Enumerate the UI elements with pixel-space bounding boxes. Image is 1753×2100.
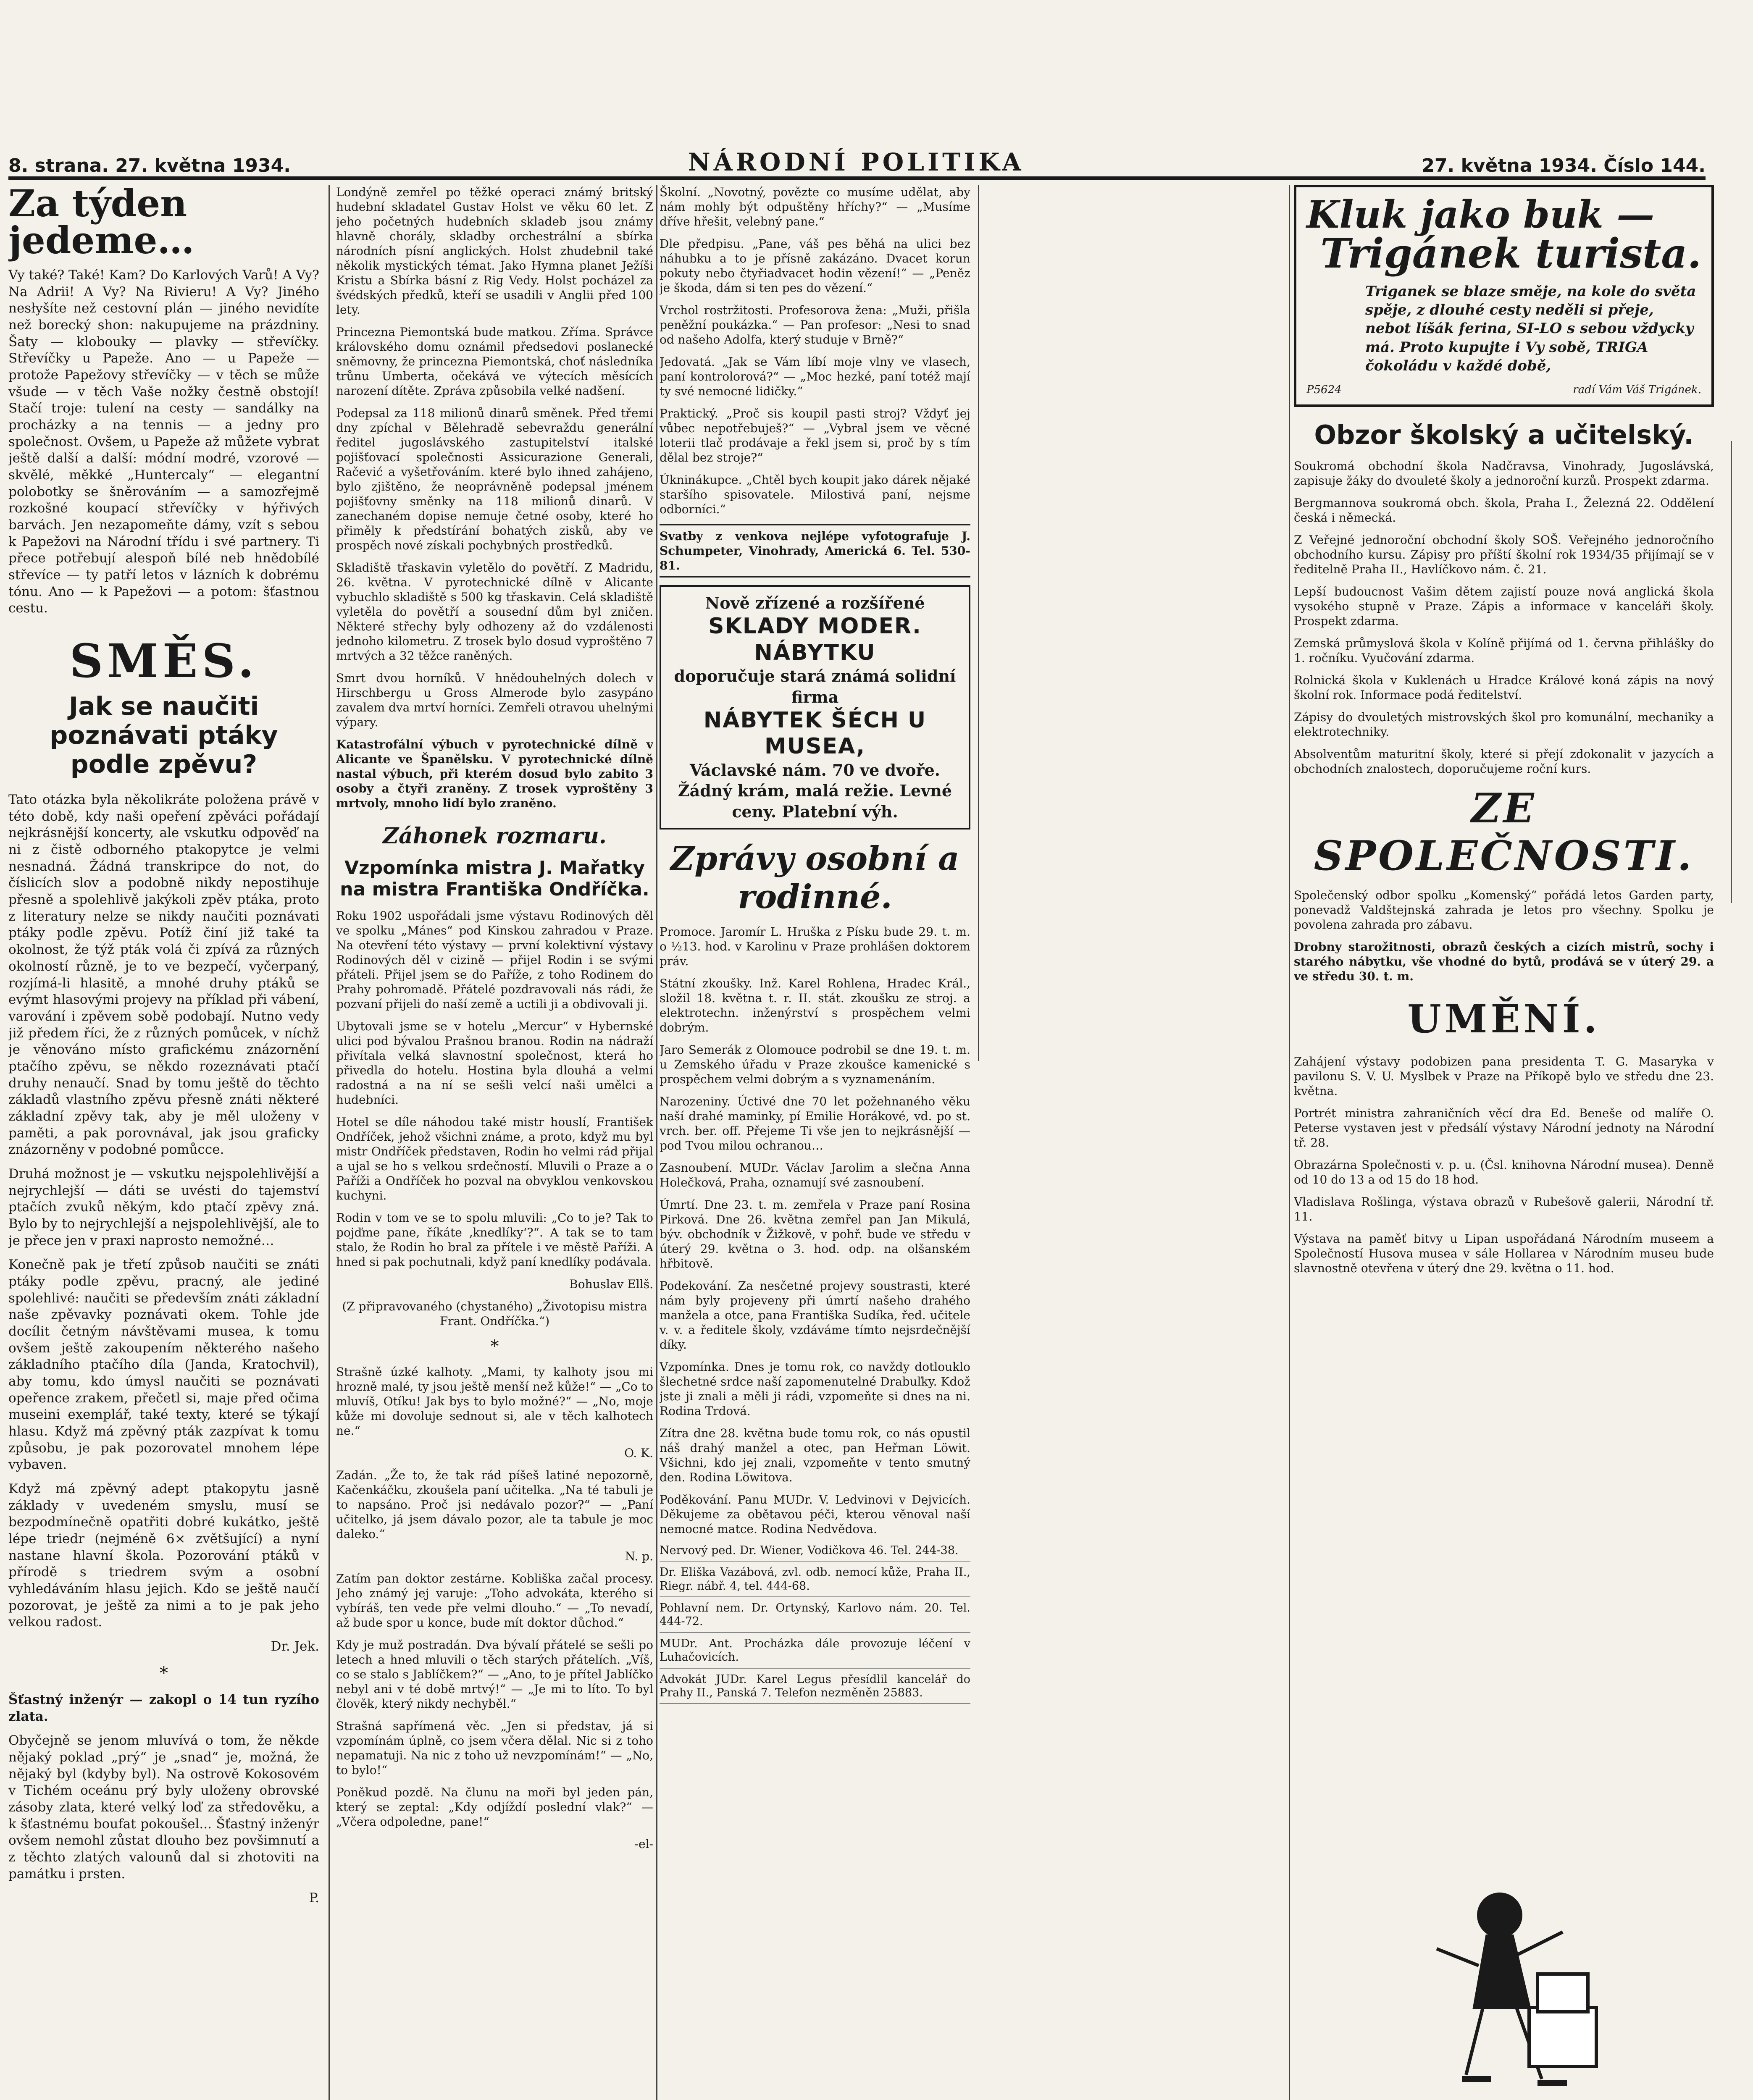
story-text: Obyčejně se jenom mluvívá o tom, že někde nějaký poklad „prý“ je „snad“ je, možná, že nějaký byl (kdyby byl). Na ostrově Kokosovém v Tichém oceánu prý byly uloženy obrovské zásoby zlata, které velký loď za středověku, a k šťastnému boufat pokoušel... Šťastný inženýr ovšem nemohl zůstat dlouho bez povšimnutí a z těchto zlatých valounů dal si zhotoviti na památku i prsten. [8, 1733, 319, 1882]
section-title-obzor: Obzor školský a učitelský. [1314, 419, 1694, 450]
header-page-date: 8. strana. 27. května 1934. [8, 155, 291, 176]
short-joke: Jedovatá. „Jak se Vám líbí moje vlny ve vlasech, paní kontrolorová?“ — „Moc hezké, paní totéž mají ty své nemocné lidičky.“ [660, 355, 970, 398]
memoir-paragraph: Roku 1902 uspořádali jsme výstavu Rodinových děl ve spolku „Mánes“ pod Kinskou zahradou v Praze. Na otevření této výstavy — první kolektivní výstavy Rodinových děl v cizině — přijel Rodin i se svými přáteli. Přijel jsem se do Paříže, z toho Rodinem do Prahy pohromadě. Přátelé pozdravovali nás rádi, že pozvaní přijeli do naší země a uctili ji a obdivovali ji. [336, 909, 653, 1011]
news-item: Katastrofální výbuch v pyrotechnické dílně v Alicante ve Španělsku. V pyrotechnické dílně nastal výbuch, při kterém dosud bylo zabito 3 osoby a čtyři zraněny. Z trosek vyproštěny 3 mrtvoly, mnoho lidí bylo zraněno. [336, 738, 653, 810]
column-1 [8, 185, 319, 2100]
society-note: Společenský odbor spolku „Komenský“ pořádá letos Garden party, ponevadž Valdštejnská zahrada je letos pro všechny. Spolku je povolena zahrada pro zábavu. [1294, 888, 1714, 932]
article-title-ptaci: Jak se naučiti poznávati ptáky podle zpěvu? [50, 692, 278, 780]
joke-signature: N. p. [625, 1549, 653, 1563]
art-note: Výstava na paměť bitvy u Lipan uspořádaná Národním museem a Společností Husova musea v sále Hollarea v Národním museu bude slavnostně otevřena v úterý dne 29. května o 11. hod. [1294, 1231, 1714, 1275]
art-note: Obrazárna Společnosti v. p. u. (Čsl. knihovna Národní musea). Denně od 10 do 13 a od 15 do 18 hod. [1294, 1158, 1714, 1186]
section-title-umeni: UMĚNÍ. [1407, 996, 1601, 1042]
story-title: Šťastný inženýr — zakopl o 14 tun ryzího zlata. [8, 1692, 319, 1724]
memoir-paragraph: Rodin v tom ve se to spolu mluvili: „Co to je? Tak to pojďme pane, říkáte ‚knedlíky‘?“. A tak se to tam stalo, že Rodin ho bral za přítele i ve městě Paříži. A hned si pak pochutnali, když paní knedlíky podávala. [336, 1211, 653, 1269]
joke: Poněkud pozdě. Na člunu na moři byl jeden pán, který se zeptal: „Kdy odjíždí poslední vlak?“ — „Včera odpoledne, pane!“ [336, 1785, 653, 1829]
column-rule [978, 185, 979, 1061]
school-note: Zemská průmyslová škola v Kolíně přijímá od 1. června přihlášky do 1. ročníku. Vyučování zdarma. [1294, 636, 1714, 665]
ad-trigan-sign: radí Vám Váš Trigánek. [1573, 383, 1701, 396]
ad-trigan-footer [1306, 383, 1701, 396]
personal-note: Narozeniny. Úctivé dne 70 let požehnaného věku naší drahé maminky, pí Emilie Horákové, vd. po st. vrch. ber. off. Přejeme Ti vše jen to nejkrásnější — pod Tvou milou ochranou… [660, 1094, 970, 1152]
column-rule [656, 185, 657, 2100]
column-4 [1294, 185, 1714, 2100]
personal-note: Úmrtí. Dne 23. t. m. zemřela v Praze paní Rosina Pirková. Dne 26. května zemřel pan Jan Mikulá, býv. obchodník v Žižkově, v pohř. bude ve středu v úterý 29. května o 3. hod. odp. na olšanském hřbitově. [660, 1197, 970, 1270]
memoir-paragraph: Ubytovali jsme se v hotelu „Mercur“ v Hybernské ulici pod bývalou Prašnou branou. Rodin na nádraží přivítala velká slavnostní společnost, která ho přivedla do hotelu. Hostina byla dlouhá a velmi radostná a na ní se sešli velcí naši umělci a hudebníci. [336, 1019, 653, 1107]
header-issue: 27. května 1934. Číslo 144. [1422, 155, 1706, 176]
classified-ad: Dr. Eliška Vazábová, zvl. odb. nemocí kůže, Praha II., Riegr. nábř. 4, tel. 444-68. [660, 1566, 970, 1597]
ad-nabytek-text: doporučuje stará známá solidní firma [674, 667, 956, 706]
cartoon-illustration [1403, 1882, 1613, 2100]
page-edge-mark [1731, 441, 1749, 903]
headline-za-tyden: Za týden jedeme… [8, 185, 194, 262]
short-joke: Praktický. „Proč sis koupil pasti stroj? Vždyť jej vůbec nepotřebuješ?“ — „Vybral jsem ve věcné loterii tlač prodávaje a řekl jsem si, proč by s tím dělal bez stroje?“ [660, 407, 970, 465]
personal-note: Promoce. Jaromír L. Hruška z Písku bude 29. t. m. o ½13. hod. v Karolinu v Praze prohlášen doktorem práv. [660, 924, 970, 968]
section-title-zahonek: Záhonek rozmaru. [383, 823, 607, 849]
joke-signature: -el- [634, 1837, 653, 1851]
art-note: Vladislava Rošlinga, výstava obrazů v Rubešově galerii, Národní tř. 11. [1294, 1194, 1714, 1223]
news-item: Princezna Piemontská bude matkou. Zříma. Správce královského domu oznámil předsedovi poslanecké sněmovny, že princezna Piemontská, choť následníka trůnu Umberta, očekává ve výtecích měsících narození dítěte. Zpráva způsobila velké nadšení. [336, 325, 653, 398]
classified-ad-photo: Svatby z venkova nejlépe vyfotografuje J. Schumpeter, Vinohrady, Americká 6. Tel. 530-81. [660, 524, 970, 578]
ad-trigan [1294, 185, 1714, 407]
article-paragraph: Když má zpěvný adept ptakopytu jasně základy v uvedeném smyslu, musí se bezpodmínečně opatřiti dobré kukátko, ještě lépe triedr (nejméně 6× zvětšující) a nyní nastane hlavní škola. Pozorování ptáků v přírodě s triedrem svým a osobní vyhledáváním hlasu jejich. Kdo se ještě naučí pozorovat, je ještě za nimi a to je pak jeho velkou radost. [8, 1481, 319, 1630]
school-note: Rolnická škola v Kuklenách u Hradce Králové koná zápis na nový školní rok. Informace podá ředitelství. [1294, 673, 1714, 702]
section-subtitle-zahonek: Vzpomínka mistra J. Mařatky na mistra Františka Ondříčka. [340, 857, 649, 900]
ad-nabytek-top: Nově zřízené a rozšířené [705, 593, 925, 612]
memoir-paragraph: Hotel se díle náhodou také mistr houslí, František Ondříček, jehož všichni známe, a proto, když mu byl mistr Ondříček představen, Rodin ho velmi rád přijal a ujal se ho s velkou srdečností. Mluvili o Praze a o Paříži a Ondříček ho pozval na obvyklou venkovskou kuchyni. [336, 1115, 653, 1202]
personal-note: Jaro Semerák z Olomouce podrobil se dne 19. t. m. u Zemského úřadu v Praze zkoušce kamenické s prospěchem velmi dobrým a s vyznamenáním. [660, 1042, 970, 1086]
ad-nabytek [660, 585, 970, 830]
article-signature: Dr. Jek. [271, 1639, 319, 1654]
joke: Zatím pan doktor zestárne. Kobliška začal procesy. Jeho známý jej varuje: „Toho advokáta, kterého si vybíráš, ten vede pře velmi dlouho.“ — „To nevadí, až bude spor u konce, bude mít doktor důchod.“ [336, 1572, 653, 1630]
memoir-signature: Bohuslav Ellš. [569, 1277, 653, 1291]
short-joke: Dle předpisu. „Pane, váš pes běhá na ulici bez náhubku a to je přísně zakázáno. Dvacet korun pokuty nebo čtyřiadvacet hodin vězení!“ — „Peněz je škoda, dám si ten pes do vězení.“ [660, 237, 970, 295]
section-title-zpravy: Zprávy osobní a rodinné. [670, 839, 959, 916]
column-rule [1289, 185, 1290, 2100]
classified-ad: Pohlavní nem. Dr. Ortynský, Karlovo nám. 20. Tel. 444-72. [660, 1601, 970, 1633]
personal-note: Poděkování. Panu MUDr. V. Ledvinovi v Dejvicích. Děkujeme za obětavou péči, kterou věnoval naší nemocné matce. Rodina Nedvědova. [660, 1492, 970, 1536]
joke: Zadán. „Že to, že tak rád píšeš latiné nepozorně, Kačenkáčku, zkoušela paní učitelka. „Na té tabuli je to napsáno. Proč jsi nedávalo pozor?“ — „Paní učitelko, já jsem dávalo pozor, ale ta tabule je moc daleko.“ [336, 1468, 653, 1541]
joke: Strašně úzké kalhoty. „Mami, ty kalhoty jsou mi hrozně malé, ty jsou ještě menší než kůže!“ — „Co to mluvíš, Otíku! Jak bys to bylo možné?“ — „No, moje kůže mi dovoluje sednout si, ale v těch kalhotech ne.“ [336, 1365, 653, 1438]
classified-ads [660, 1544, 970, 1704]
school-note: Bergmannova soukromá obch. škola, Praha I., Železná 22. Oddělení česká i německá. [1294, 496, 1714, 525]
divider-asterisk: * [160, 1663, 168, 1683]
column-rule [329, 185, 330, 2100]
ad-trigan-code: P5624 [1306, 383, 1342, 396]
school-note: Absolventům maturitní školy, které si přejí zdokonalit v jazycích a obchodních znalostech, doporučujeme roční kurs. [1294, 747, 1714, 776]
art-note: Zahájení výstavy podobizen pana presidenta T. G. Masaryka v pavilonu S. V. U. Myslbek v Praze na Příkopě bylo ve středu dne 23. května. [1294, 1054, 1714, 1098]
personal-note: Vzpomínka. Dnes je tomu rok, co navždy dotlouklo šlechetné srdce naší zapomenutelné Drabuľky. Kdož jste ji znali a měli ji rádi, vzpomeňte si dnes na ni. Rodina Trdová. [660, 1360, 970, 1418]
news-item: Podepsal za 118 milionů dinarů směnek. Před třemi dny zpíchal v Bělehradě sebevraždu generální ředitel jugoslávského zastupitelství italské pojišťovací společnosti Assicurazione Generali, Račević a vyšetřováním. které bylo ihned zahájeno, bylo zjištěno, že neoprávněně podepsal jménem pojišťovny směnky na 118 milionů dinarů. V zanechaném dopise nemuje četné osoby, které ho přiměly k předstírání bohatých zisků, aby ve prospěch nové získali pochybných prostředků. [336, 406, 653, 552]
page-header [8, 139, 1706, 180]
section-title-ze-spolecnosti: ZE SPOLEČNOSTI. [1314, 784, 1694, 879]
joke: Strašná sapřímená věc. „Jen si představ, já si vzpomínám úplně, co jsem včera dělal. Nic si z toho nepamatuji. Na nic z toho už nevzpomínám!“ — „No, to bylo!“ [336, 1719, 653, 1777]
memoir-source: (Z připravovaného (chystaného) „Životopisu mistra Frant. Ondříčka.“) [342, 1299, 647, 1328]
personal-note: Zítra dne 28. května bude tomu rok, co nás opustil náš drahý manžel a otec, pan Heřman Löwit. Všichni, kdo jej znali, vzpomeňte v tento smutný den. Rodina Löwitova. [660, 1426, 970, 1484]
school-note: Zápisy do dvouletých mistrovských škol pro komunální, mechaniky a elektrotechniky. [1294, 710, 1714, 739]
ad-trigan-text: Triganek se blaze směje, na kole do světa spěje, z dlouhé cesty neděli si přeje, nebot líšák ferina, SI-LO s sebou vždycky má. Proto kupujte i Vy sobě, TRIGA čokoládu v každé době, [1365, 283, 1696, 374]
school-note: Soukromá obchodní škola Nadčravsa, Vinohrady, Jugoslávská, zapisuje žáky do dvouleté školy a jednoroční kurzů. Prospekt zdarma. [1294, 459, 1714, 488]
ad-trigan-title2: Trigánek turista. [1320, 230, 1701, 277]
ad-text-papez: Vy také? Také! Kam? Do Karlových Varů! A Vy? Na Adrii! A Vy? Na Rivieru! A Vy? Jiného nesłyšíte než cestovní plán — jiného nevidíte než borecký shon: nakupujeme na prázdniny. Šaty — klobouky — plavky — střevíčky. Střevíčky u Papeže. Ano — u Papeže — protože Papežovy střevíčky — v těch se může všude — v těch Vaše nožky čestně obstojí! Stačí troje: tulení na cesty — sandálky na procházky a na tennis — a jedny pro společnost. Ovšem, u Papeže až můžete vybrat ještě další a další: módní modré, vzorové — skvělé, měkké „Huntercaly“ — elegantní polobotky se šněrováním — a samozřejmě rozkošné koupací střevíčky v hýřivých barvách. Jen nezapomeňte dámy, vzít s sebou k Papežovi na Národní třídu i své partnery. Ti přece potřebují alespoň bílé neb hnědobílé střevíce — ty patří letos v lázních k dobrému tónu. Ano — k Papežovi — a potom: šťastnou cestu. [8, 268, 319, 616]
personal-note: Zasnoubení. MUDr. Václav Jarolim a slečna Anna Holečková, Praha, oznamují své zasnoubení. [660, 1160, 970, 1189]
short-joke: Úkninákupce. „Chtěl bych koupit jako dárek nějaké staršího spisovatele. Milostivá paní, nejsme odborníci.“ [660, 473, 970, 516]
divider-asterisk: * [490, 1337, 499, 1356]
article-paragraph: Tato otázka byla několikráte položena právě v této době, kdy naši opeření zpěváci pořádají nejkrásnější koncerty, ale vskutku odpověď na ni z čistě odborného ptakopytce je velmi nesnadná. Žádná transkripce do not, do číslicích slov a podobně nikdy nepostihuje přesně a spolehlivě jakýkoli zpěv ptáka, proto z literatury nelze se nikdy naučiti poznávati ptáky podle zpěvu. Potíž činí již také ta okolnost, že týž pták volá či zpívá za různých okolností různě, je to ve bezpečí, vyčerpaný, rozjímá-li hlasitě, a mnohé druhy ptáků se evýmt hlasovými projevy na příklad při vábení, varování i zpěvem sobě podobají. Nutno vedy již předem říci, že z různých pomůcek, v níchž je věnováno místo grafickému znázornění ptačího zpěvu, se někdo rozeznávati ptačí druhy nenaučí. Snad by tomu ještě do těchto základů vlastního zpěvu přesně znáti některé základní zpěvy tak, aby je měl uloženy v paměti, a pak porovnával, jak jsou graficky znázorněny v podobné pomůcce. [8, 792, 319, 1158]
classified-ad: Nervový ped. Dr. Wiener, Vodičkova 46. Tel. 244-38. [660, 1544, 970, 1562]
ad-nabytek-firm: NÁBYTEK ŠÉCH U MUSEA, [703, 707, 927, 759]
school-note: Z Veřejné jednoroční obchodní školy SOŠ. Veřejného jednoročního obchodního kursu. Zápisy pro příští školní rok 1934/35 přijímají se v ředitelně Praha II., Havlíčkovo nám. č. 21. [1294, 533, 1714, 576]
society-note: Drobny starožitnosti, obrazů českých a cizích mistrů, sochy i starého nábytku, vše vhodné do bytů, prodává se v úterý 29. a ve středu 30. t. m. [1294, 940, 1714, 983]
ad-nabytek-address: Václavské nám. 70 ve dvoře. Žádný krám, malá režie. Levné ceny. Platební výh. [678, 760, 952, 821]
section-title-smes: SMĚS. [69, 634, 258, 688]
ad-nabytek-title: SKLADY MODER. NÁBYTKU [708, 614, 922, 665]
joke-signature: O. K. [624, 1446, 653, 1460]
short-joke: Vrchol rostržitosti. Profesorova žena: „Muži, přišla peněžní poukázka.“ — Pan profesor: „Nesi to snad od našeho Adolfa, který studuje v Brně?“ [660, 303, 970, 346]
column-2 [336, 185, 653, 2100]
joke: Kdy je muž postradán. Dva bývalí přátelé se sešli po letech a hned mluvili o těch starých přátelích. „Víš, co se stalo s Jablíčkem?“ — „Ano, to je přítel Jablíčko nebyl ani v té době mrtvý!“ — „Je mi to líto. To byl člověk, který nikdy nechyběl.“ [336, 1638, 653, 1711]
short-joke: Školní. „Novotný, povězte co musíme udělat, aby nám mohly být odpuštěny hříchy?“ — „Musíme dříve hřešit, velebný pane.“ [660, 185, 970, 228]
column-3 [660, 185, 970, 2100]
ad-trigan-title: Kluk jako buk — [1306, 192, 1655, 237]
news-item: Londýně zemřel po těžké operaci známý britský hudební skladatel Gustav Holst ve věku 60 let. Z jeho početných hudebních skladeb jsou známy hlavně chorály, skladby orchestrální a sbírka národních písní anglických. Holst zhudebnil také několik mystických témat. Jako Hymna planet Ježíši Kristu a Sbírka básní z Rig Vedy. Holst pocházel za švédských předků, kteří se usadili v Anglii před 100 lety. [336, 185, 653, 317]
article-paragraph: Druhá možnost je — vskutku nejspolehlivější a nejrychlejší — dáti se uvésti do tajemství ptačích zvuků někým, kdo ptačí zpěvy zná. Bylo by to nejrychlejší a nejspolehlivější, ale to je přece jen v praxi naprosto nemožné… [8, 1166, 319, 1248]
news-item: Skladiště třaskavin vyletělo do povětří. Z Madridu, 26. května. V pyrotechnické dílně v Alicante vybuchlo skladiště s 500 kg třaskavin. Celá skladiště vyletěla do povětří a sousední dům byl zničen. Některé střechy byly odhozeny až do vzdálenosti jednoho kilometru. Z trosek bylo dosud vyproštěno 7 mrtvých a 32 těžce raněných. [336, 561, 653, 663]
art-note: Portrét ministra zahraničních věcí dra Ed. Beneše od malíře O. Peterse vystaven jest v předsálí výstavy Národní jednoty na Národní tř. 28. [1294, 1106, 1714, 1150]
article-paragraph: Konečně pak je třetí způsob naučiti se znáti ptáky podle zpěvu, pracný, ale jediné spolehlivé: naučiti se především znáti základní naše zpěvavky poznávati okem. Tohle jde docílit četným návštěvami musea, k tomu ovšem ještě zakoupením některého našeho základního ptačího díla (Janda, Kratochvil), aby tomu, kdo úmysl naučiti se poznávati opeřence zrakem, přečetl si, maje před očima museini exemplář, také texty, které se týkají hlasu. Když má zpěvný pták zazpívat k tomu způsobu, je pak pozorovatel mnohem lépe vybaven. [8, 1257, 319, 1473]
classified-ad: MUDr. Ant. Procházka dále provozuje léčení v Luhačovicích. [660, 1637, 970, 1669]
news-item: Smrt dvou horníků. V hnědouhelných dolech v Hirschbergu u Gross Almerode bylo zasypáno zavalem dva mrtví horníci. Zemřeli otravou uhelnými výpary. [336, 671, 653, 729]
school-note: Lepší budoucnost Vašim dětem zajistí pouze nová anglická škola vysokého stupně v Praze. Zápis a informace v kanceláři školy. Prospekt zdarma. [1294, 584, 1714, 628]
personal-note: Podekování. Za nesčetné projevy soustrasti, které nám byly projeveny při úmrtí našeho drahého manžela a otce, pana Františka Sudíka, řed. učitele v. v. a ředitele školy, vzdáváme tímto nejsrdečnější díky. [660, 1278, 970, 1352]
personal-note: Státní zkoušky. Inž. Karel Rohlena, Hradec Král., složil 18. května t. r. II. stát. zkoušku ze stroj. a elektrotechn. inženýrství s prospěchem velmi dobrým. [660, 976, 970, 1034]
masthead: NÁRODNÍ POLITIKA [688, 148, 1025, 176]
story-signature: P. [309, 1890, 319, 1906]
classified-ad: Advokát JUDr. Karel Legus přesídlil kancelář do Prahy II., Panská 7. Telefon nezměněn 25883. [660, 1673, 970, 1704]
